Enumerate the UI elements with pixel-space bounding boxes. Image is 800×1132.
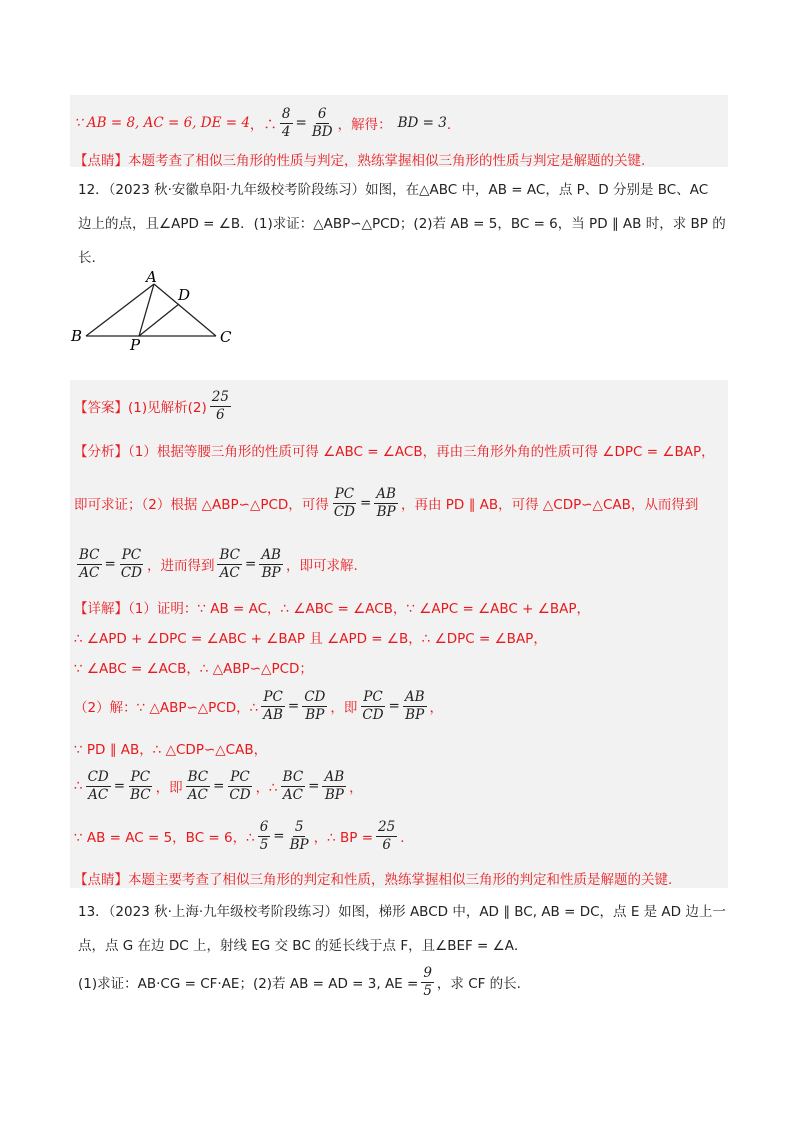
block1-line1: ∵ AB = 8, AC = 6, DE = 4 ，∴ $\frac{8}{4}$ = $\frac{6}{BD}$ ，解得： BD = 3 ． <box>74 106 461 140</box>
detail-line5: ∵ PD ∥ AB，∴ △CDP∽△CAB， <box>74 742 268 758</box>
detail-line6: ∴ $\frac{CD}{AC}$ = $\frac{PC}{BC}$ ，即 $\frac{BC}{AC}$ = $\frac{PC}{CD}$ ，∴ $\frac{BC}{AC}$ = $\frac{AB}{BP}$ ， <box>74 769 363 803</box>
analysis-line1: 【分析】（1）根据等腰三角形的性质可得 ∠ABC = ∠ACB，再由三角形外角的性质可得 ∠DPC = ∠BAP， <box>74 444 715 460</box>
given-text: ∵ AB = 8, AC = 6, DE = 4 <box>74 115 250 131</box>
result-text: BD = 3 <box>397 115 447 131</box>
analysis-line3: $\frac{BC}{AC}$ = $\frac{PC}{CD}$ ，进而得到 $\frac{BC}{AC}$ = $\frac{AB}{BP}$ ，即可求解. <box>79 547 358 581</box>
fraction: $\frac{6}{BD}$ <box>311 106 333 140</box>
answer-label: 【答案】(1)见解析(2) <box>74 400 207 416</box>
point-label-b: B <box>71 327 83 345</box>
q12-line3: 长. <box>78 250 96 266</box>
q13-line1: 13．（2023 秋·上海·九年级校考阶段练习）如图，梯形 ABCD 中，AD ∥ BC, AB = DC，点 E 是 AD 边上一 <box>78 904 726 920</box>
q12-line2: 边上的点，且∠APD = ∠B．(1)求证：△ABP∽△PCD；(2)若 AB = 5，BC = 6，当 PD ∥ AB 时，求 BP 的 <box>78 216 726 232</box>
q12-line1: 12．（2023 秋·安徽阜阳·九年级校考阶段练习）如图，在△ABC 中，AB = AC，点 P、D 分别是 BC、AC <box>78 182 709 198</box>
fraction: $\frac{8}{4}$ <box>281 106 291 140</box>
point-label-a: A <box>146 268 157 286</box>
detail-line7: ∵ AB = AC = 5，BC = 6，∴ $\frac{6}{5}$ = $\frac{5}{BP}$ ，∴ BP = $\frac{25}{6}$ ． <box>74 819 414 853</box>
detail-comment: 【点睛】本题主要考查了相似三角形的判定和性质，熟练掌握相似三角形的判定和性质是解题的关键. <box>74 872 673 888</box>
detail-line3: ∵ ∠ABC = ∠ACB，∴ △ABP∽△PCD； <box>74 661 313 677</box>
solve-text: ，解得： <box>337 117 392 133</box>
answer-fraction: $\frac{25}{6}$ <box>211 389 229 423</box>
q13-line3: (1)求证：AB·CG = CF·AE；(2)若 AB = AD = 3, AE = $\frac{9}{5}$ ，求 CF 的长. <box>78 965 521 999</box>
point-label-c: C <box>220 328 232 346</box>
triangle-figure <box>66 266 246 350</box>
answer-line <box>74 386 234 426</box>
detail-line2: ∴ ∠APD + ∠DPC = ∠ABC + ∠BAP 且 ∠APD = ∠B，∴ ∠DPC = ∠BAP， <box>74 631 547 647</box>
detail-line4: （2）解：∵ △ABP∽△PCD，∴ $\frac{PC}{AB}$ = $\frac{CD}{BP}$ ，即 $\frac{PC}{CD}$ = $\frac{AB}{BP}$ ， <box>74 689 444 723</box>
detail-line1: 【详解】（1）证明：∵ AB = AC，∴ ∠ABC = ∠ACB，∵ ∠APC = ∠ABC + ∠BAP， <box>74 601 590 617</box>
point-label-d: D <box>178 286 191 304</box>
therefore-text: ，∴ <box>249 117 277 133</box>
analysis-line2: 即可求证；（2）根据 △ABP∽△PCD，可得 $\frac{PC}{CD}$ = $\frac{AB}{BP}$ ，再由 PD ∥ AB，可得 △CDP∽△CAB，从而得到 <box>74 486 699 520</box>
q13-line2: 点，点 G 在边 DC 上，射线 EG 交 BC 的延长线于点 F，且∠BEF = ∠A． <box>78 938 528 954</box>
point-label-p: P <box>130 336 141 350</box>
comment-text: 【点睛】本题考查了相似三角形的性质与判定，熟练掌握相似三角形的性质与判定是解题的关键. <box>74 153 646 169</box>
